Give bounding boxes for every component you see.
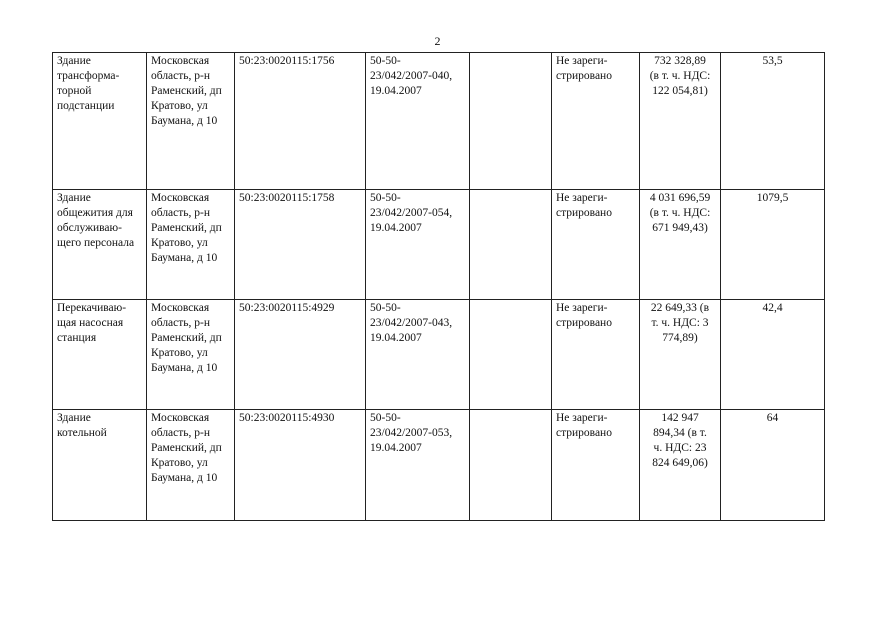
registration-cell: 50-50- 23/042/2007-043, 19.04.2007 [366, 300, 470, 410]
cost-cell: 142 947 894,34 (в т. ч. НДС: 23 824 649,06) [640, 410, 721, 521]
address-cell: Московская область, р-н Раменский, дп Кратово, ул Баумана, д 10 [147, 300, 235, 410]
page-number: 2 [434, 34, 441, 48]
cadastral-number-cell: 50:23:0020115:4930 [235, 410, 366, 521]
empty-cell [470, 190, 552, 300]
address-cell: Московская область, р-н Раменский, дп Кратово, ул Баумана, д 10 [147, 53, 235, 190]
cadastral-number-cell: 50:23:0020115:1756 [235, 53, 366, 190]
table-row [53, 190, 825, 300]
object-name-cell: Здание трансформа- торной подстанции [53, 53, 147, 190]
area-cell: 53,5 [721, 53, 825, 190]
empty-cell [470, 300, 552, 410]
registration-cell: 50-50- 23/042/2007-053, 19.04.2007 [366, 410, 470, 521]
registration-cell: 50-50- 23/042/2007-054, 19.04.2007 [366, 190, 470, 300]
status-cell: Не зареги- стрировано [552, 190, 640, 300]
table-row [53, 410, 825, 521]
area-cell: 1079,5 [721, 190, 825, 300]
cost-cell: 732 328,89 (в т. ч. НДС: 122 054,81) [640, 53, 721, 190]
property-table [52, 52, 825, 521]
cost-cell: 22 649,33 (в т. ч. НДС: 3 774,89) [640, 300, 721, 410]
status-cell: Не зареги- стрировано [552, 300, 640, 410]
status-cell: Не зареги- стрировано [552, 53, 640, 190]
address-cell: Московская область, р-н Раменский, дп Кратово, ул Баумана, д 10 [147, 190, 235, 300]
area-cell: 64 [721, 410, 825, 521]
empty-cell [470, 410, 552, 521]
area-cell: 42,4 [721, 300, 825, 410]
cadastral-number-cell: 50:23:0020115:1758 [235, 190, 366, 300]
cost-cell: 4 031 696,59 (в т. ч. НДС: 671 949,43) [640, 190, 721, 300]
object-name-cell: Здание общежития для обслуживаю- щего персонала [53, 190, 147, 300]
object-name-cell: Перекачиваю- щая насосная станция [53, 300, 147, 410]
status-cell: Не зареги- стрировано [552, 410, 640, 521]
registration-cell: 50-50- 23/042/2007-040, 19.04.2007 [366, 53, 470, 190]
address-cell: Московская область, р-н Раменский, дп Кратово, ул Баумана, д 10 [147, 410, 235, 521]
empty-cell [470, 53, 552, 190]
object-name-cell: Здание котельной [53, 410, 147, 521]
table-row [53, 300, 825, 410]
table-row [53, 53, 825, 190]
cadastral-number-cell: 50:23:0020115:4929 [235, 300, 366, 410]
